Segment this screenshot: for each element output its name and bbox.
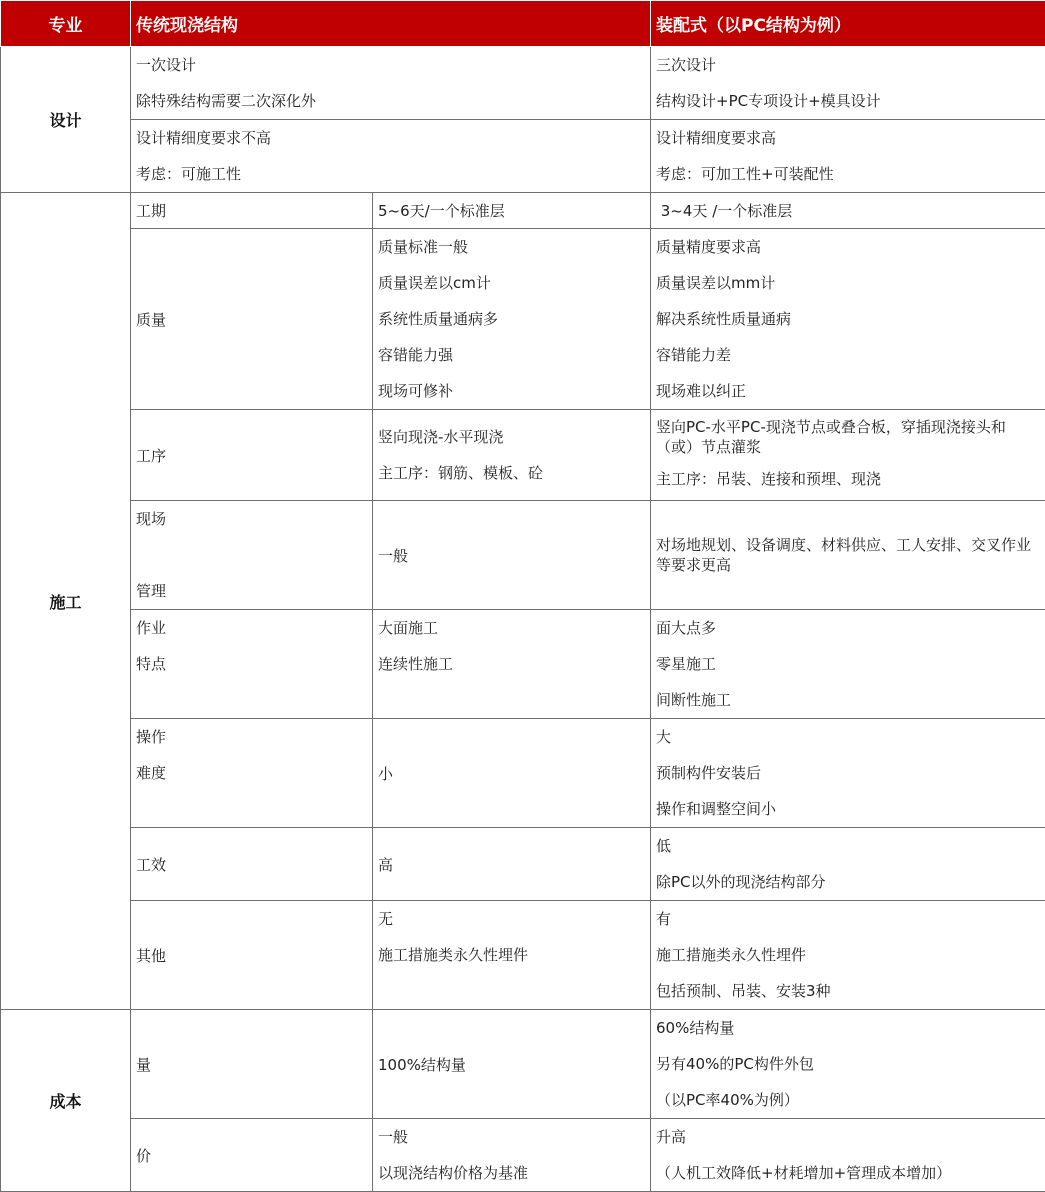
- construction-process-row: [1, 410, 1045, 501]
- cell-line: 质量精度要求高: [656, 229, 1040, 265]
- cell-line: 间断性施工: [656, 682, 1040, 718]
- header-row: [1, 1, 1045, 47]
- construction-difficulty-row: [1, 719, 1045, 828]
- cell-line: （以PC率40%为例）: [656, 1082, 1040, 1118]
- price-traditional: [373, 1119, 651, 1192]
- construction-quality-row: [1, 229, 1045, 410]
- category-cost: 成本: [1, 1010, 131, 1192]
- site-prefab: [651, 501, 1045, 610]
- efficiency-prefab: [651, 828, 1045, 901]
- item-quantity: 量: [131, 1010, 373, 1119]
- cell-line: 以现浇结构价格为基准: [378, 1155, 645, 1191]
- design-row-2: [1, 120, 1045, 193]
- cell-line: 施工措施类永久性埋件: [656, 937, 1040, 973]
- item-process: 工序: [131, 410, 373, 501]
- cell-line: 一次设计: [136, 47, 645, 83]
- cost-price-row: [1, 1119, 1045, 1192]
- quality-prefab: [651, 229, 1045, 410]
- item-site: [131, 501, 373, 610]
- cell-line: 考虑：可加工性+可装配性: [656, 156, 1040, 192]
- construction-period-row: [1, 193, 1045, 229]
- cell-line: （人机工效降低+材耗增加+管理成本增加）: [656, 1155, 1040, 1191]
- quantity-prefab: [651, 1010, 1045, 1119]
- quantity-traditional: 100%结构量: [373, 1010, 651, 1119]
- cell-line: 质量标准一般: [378, 229, 645, 265]
- cell-line: 特点: [136, 646, 367, 682]
- cell-line: [136, 537, 367, 573]
- cell-line: 包括预制、吊装、安装3种: [656, 973, 1040, 1009]
- header-discipline: 专业: [1, 1, 131, 47]
- cell-line: 管理: [136, 573, 367, 609]
- cell-line: 连续性施工: [378, 646, 645, 682]
- cell-line: 竖向现浇-水平现浇: [378, 419, 645, 455]
- cell-line: 主工序：钢筋、模板、砼: [378, 455, 645, 491]
- period-prefab: 3~4天 /一个标准层: [651, 193, 1045, 229]
- cell-line: 作业: [136, 610, 367, 646]
- features-prefab: [651, 610, 1045, 719]
- item-features: [131, 610, 373, 719]
- header-prefab: 装配式（以PC结构为例）: [651, 1, 1045, 47]
- cell-line: 有: [656, 901, 1040, 937]
- cell-line: 低: [656, 828, 1040, 864]
- cell-line: 设计精细度要求不高: [136, 120, 645, 156]
- process-traditional: [373, 410, 651, 501]
- cell-line: 三次设计: [656, 47, 1040, 83]
- cell-line: 现场: [136, 501, 367, 537]
- other-traditional: [373, 901, 651, 1010]
- efficiency-traditional: 高: [373, 828, 651, 901]
- cell-line: 系统性质量通病多: [378, 301, 645, 337]
- site-traditional: 一般: [373, 501, 651, 610]
- cell-line: 难度: [136, 755, 367, 791]
- category-construction: 施工: [1, 193, 131, 1010]
- difficulty-prefab: [651, 719, 1045, 828]
- cell-line: 面大点多: [656, 610, 1040, 646]
- item-other: 其他: [131, 901, 373, 1010]
- features-traditional: [373, 610, 651, 719]
- item-efficiency: 工效: [131, 828, 373, 901]
- design-traditional-2: [131, 120, 651, 193]
- cell-line: 对场地规划、设备调度、材料供应、工人安排、交叉作业等要求更高: [656, 531, 1040, 579]
- cell-line: 除特殊结构需要二次深化外: [136, 83, 645, 119]
- construction-site-row: [1, 501, 1045, 610]
- cell-line: 60%结构量: [656, 1010, 1040, 1046]
- cell-line: 容错能力强: [378, 337, 645, 373]
- category-design: 设计: [1, 47, 131, 193]
- cell-line: 一般: [378, 1119, 645, 1155]
- cell-line: 操作: [136, 719, 367, 755]
- process-prefab: [651, 410, 1045, 501]
- difficulty-traditional: 小: [373, 719, 651, 828]
- cell-line: 升高: [656, 1119, 1040, 1155]
- item-price: 价: [131, 1119, 373, 1192]
- cell-line: 考虑：可施工性: [136, 156, 645, 192]
- design-prefab-1: [651, 47, 1045, 120]
- cell-line: 结构设计+PC专项设计+模具设计: [656, 83, 1040, 119]
- cell-line: 零星施工: [656, 646, 1040, 682]
- header-traditional: 传统现浇结构: [131, 1, 651, 47]
- item-difficulty: [131, 719, 373, 828]
- construction-other-row: [1, 901, 1045, 1010]
- cell-line: 现场难以纠正: [656, 373, 1040, 409]
- design-prefab-2: [651, 120, 1045, 193]
- quality-traditional: [373, 229, 651, 410]
- cell-line: 主工序：吊装、连接和预埋、现浇: [656, 461, 1040, 497]
- design-row-1: [1, 47, 1045, 120]
- cell-line: 大面施工: [378, 610, 645, 646]
- cell-line: 施工措施类永久性埋件: [378, 937, 645, 973]
- cell-line: 操作和调整空间小: [656, 791, 1040, 827]
- cost-quantity-row: [1, 1010, 1045, 1119]
- cell-line: 另有40%的PC构件外包: [656, 1046, 1040, 1082]
- period-traditional: 5~6天/一个标准层: [373, 193, 651, 229]
- cell-line: 竖向PC-水平PC-现浇节点或叠合板，穿插现浇接头和（或）节点灌浆: [656, 413, 1040, 461]
- cell-line: 质量误差以cm计: [378, 265, 645, 301]
- cell-line: 无: [378, 901, 645, 937]
- cell-line: 除PC以外的现浇结构部分: [656, 864, 1040, 900]
- item-quality: 质量: [131, 229, 373, 410]
- design-traditional-1: [131, 47, 651, 120]
- other-prefab: [651, 901, 1045, 1010]
- cell-line: 现场可修补: [378, 373, 645, 409]
- cell-line: 预制构件安装后: [656, 755, 1040, 791]
- item-period: 工期: [131, 193, 373, 229]
- cell-line: 解决系统性质量通病: [656, 301, 1040, 337]
- construction-efficiency-row: [1, 828, 1045, 901]
- construction-features-row: [1, 610, 1045, 719]
- cell-line: 容错能力差: [656, 337, 1040, 373]
- cell-line: 设计精细度要求高: [656, 120, 1040, 156]
- price-prefab: [651, 1119, 1045, 1192]
- cell-line: 质量误差以mm计: [656, 265, 1040, 301]
- cell-line: 大: [656, 719, 1040, 755]
